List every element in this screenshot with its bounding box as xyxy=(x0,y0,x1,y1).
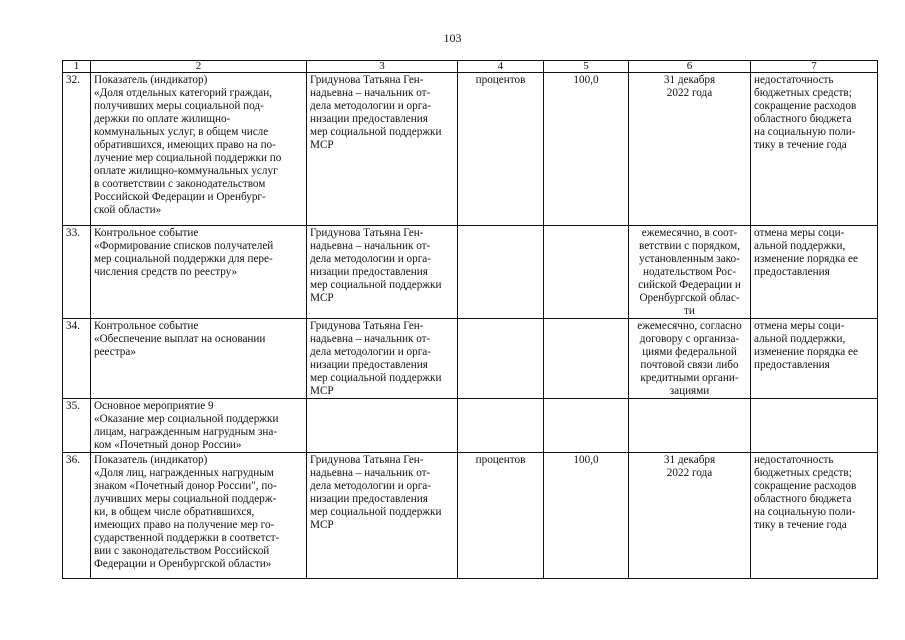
cell-line: 31 декабря xyxy=(663,454,716,466)
cell-line: недостаточность xyxy=(754,74,834,86)
cell-line: держки по оплате жилищно- xyxy=(94,113,231,125)
value-cell xyxy=(544,226,629,319)
cell-line: дела методологии и орга- xyxy=(310,100,431,112)
cell-line: ветствии с порядком, xyxy=(638,240,740,252)
page-number: 103 xyxy=(443,31,462,45)
cell-line: 100,0 xyxy=(573,454,599,466)
cell-line: имеющих право на получение мер го- xyxy=(94,519,275,531)
unit-cell xyxy=(458,73,544,226)
cell-line: ти xyxy=(684,305,695,317)
cell-line: МСР xyxy=(310,519,334,531)
cell-line: МСР xyxy=(310,139,334,151)
cell-line: лучение мер социальной поддержки по xyxy=(94,152,282,164)
header-cell-6: 6 xyxy=(629,61,751,73)
cell-line: вии с законодательством Российской xyxy=(94,545,270,557)
cell-line: низации предоставления xyxy=(310,493,428,505)
cell-line: областного бюджета xyxy=(754,113,852,125)
description-cell xyxy=(91,399,307,453)
cell-line: Оренбургской облас- xyxy=(639,292,740,304)
cell-line: сокращение расходов xyxy=(754,100,857,112)
cell-line: 100,0 xyxy=(573,74,599,86)
table-row xyxy=(63,399,878,453)
cell-line: ком «Почетный донор России» xyxy=(94,439,242,451)
cell-line: процентов xyxy=(475,74,526,86)
cell-line: Основное мероприятие 9 xyxy=(94,400,214,412)
row-number-cell: 35. xyxy=(63,399,91,453)
description-cell xyxy=(91,453,307,579)
cell-line: мер социальной поддержки xyxy=(310,506,442,518)
cell-line: Показатель (индикатор) xyxy=(94,74,208,86)
cell-line: предоставления xyxy=(754,359,830,371)
responsible-cell xyxy=(307,399,458,453)
cell-line: кредитными органи- xyxy=(640,372,739,384)
responsible-cell xyxy=(307,319,458,399)
cell-line: Гридунова Татьяна Ген- xyxy=(310,320,424,332)
cell-line: мер социальной поддержки xyxy=(310,126,442,138)
cell-line: установленным зако- xyxy=(639,253,740,265)
cell-line: Показатель (индикатор) xyxy=(94,454,208,466)
unit-cell xyxy=(458,453,544,579)
cell-line: бюджетных средств; xyxy=(754,87,852,99)
deadline-cell xyxy=(629,319,751,399)
cell-line: МСР xyxy=(310,385,334,397)
cell-line: на социальную поли- xyxy=(754,506,856,518)
responsible-cell xyxy=(307,226,458,319)
table-row xyxy=(63,319,878,399)
cell-line: сийской Федерации и xyxy=(638,279,741,291)
cell-line: областного бюджета xyxy=(754,493,852,505)
cell-line: лицам, награжденным нагрудным зна- xyxy=(94,426,278,438)
cell-line: дела методологии и орга- xyxy=(310,346,431,358)
cell-line: в соответствии с законодательством xyxy=(94,178,266,190)
row-number-cell: 34. xyxy=(63,319,91,399)
cell-line: реестра» xyxy=(94,346,136,358)
cell-line: почтовой связи либо xyxy=(640,359,739,371)
risk-cell xyxy=(751,399,878,453)
cell-line: тику в течение года xyxy=(754,139,847,151)
cell-line: отмена меры соци- xyxy=(754,227,845,239)
cell-line: альной поддержки, xyxy=(754,333,846,345)
cell-line: 2022 года xyxy=(666,87,713,99)
table-row xyxy=(63,73,878,226)
cell-line: сударственной поддержки в соответст- xyxy=(94,532,280,544)
description-cell xyxy=(91,73,307,226)
responsible-cell xyxy=(307,73,458,226)
cell-line: дела методологии и орга- xyxy=(310,253,431,265)
cell-line: Российской Федерации и Оренбург- xyxy=(94,191,266,203)
header-cell-4: 4 xyxy=(458,61,544,73)
cell-line: ской области» xyxy=(94,204,162,216)
cell-line: ки, в общем числе обратившихся, xyxy=(94,506,255,518)
unit-cell xyxy=(458,319,544,399)
responsible-cell xyxy=(307,453,458,579)
description-cell xyxy=(91,226,307,319)
cell-line: лучивших меры социальной поддерж- xyxy=(94,493,277,505)
cell-line: мер социальной поддержки для пере- xyxy=(94,253,273,265)
cell-line: «Обеспечение выплат на основании xyxy=(94,333,266,345)
cell-line: «Доля отдельных категорий граждан, xyxy=(94,87,273,99)
cell-line: альной поддержки, xyxy=(754,240,846,252)
cell-line: Гридунова Татьяна Ген- xyxy=(310,227,424,239)
risk-cell xyxy=(751,73,878,226)
description-cell xyxy=(91,319,307,399)
risk-cell xyxy=(751,226,878,319)
cell-line: изменение порядка ее xyxy=(754,253,858,265)
header-cell-3: 3 xyxy=(307,61,458,73)
header-cell-7: 7 xyxy=(751,61,878,73)
cell-line: циями федеральной xyxy=(642,346,737,358)
header-cell-2: 2 xyxy=(91,61,307,73)
cell-line: «Оказание мер социальной поддержки xyxy=(94,413,279,425)
cell-line: мер социальной поддержки xyxy=(310,279,442,291)
cell-line: мер социальной поддержки xyxy=(310,372,442,384)
cell-line: зациями xyxy=(669,385,710,397)
cell-line: получивших меры социальной под- xyxy=(94,100,264,112)
row-number-cell: 36. xyxy=(63,453,91,579)
cell-line: договору с организа- xyxy=(639,333,740,345)
row-number-cell: 32. xyxy=(63,73,91,226)
cell-line: изменение порядка ее xyxy=(754,346,858,358)
cell-line: надьевна – начальник от- xyxy=(310,467,431,479)
cell-line: на социальную поли- xyxy=(754,126,856,138)
cell-line: 2022 года xyxy=(666,467,713,479)
deadline-cell xyxy=(629,453,751,579)
indicators-table xyxy=(62,60,878,579)
risk-cell xyxy=(751,319,878,399)
cell-line: низации предоставления xyxy=(310,113,428,125)
cell-line: недостаточность xyxy=(754,454,834,466)
cell-line: Федерации и Оренбургской области» xyxy=(94,558,272,570)
cell-line: тику в течение года xyxy=(754,519,847,531)
cell-line: предоставления xyxy=(754,266,830,278)
cell-line: процентов xyxy=(475,454,526,466)
cell-line: числения средств по реестру» xyxy=(94,266,238,278)
cell-line: надьевна – начальник от- xyxy=(310,240,431,252)
cell-line: ежемесячно, согласно xyxy=(637,320,742,332)
cell-line: сокращение расходов xyxy=(754,480,857,492)
cell-line: надьевна – начальник от- xyxy=(310,333,431,345)
cell-line: знаком «Почетный донор России", по- xyxy=(94,480,277,492)
risk-cell xyxy=(751,453,878,579)
cell-line: «Формирование списков получателей xyxy=(94,240,274,252)
table-row xyxy=(63,453,878,579)
row-number-cell: 33. xyxy=(63,226,91,319)
cell-line: надьевна – начальник от- xyxy=(310,87,431,99)
cell-line: МСР xyxy=(310,292,334,304)
cell-line: коммунальных услуг, в общем числе xyxy=(94,126,269,138)
deadline-cell xyxy=(629,73,751,226)
cell-line: Гридунова Татьяна Ген- xyxy=(310,454,424,466)
cell-line: 31 декабря xyxy=(663,74,716,86)
unit-cell xyxy=(458,226,544,319)
value-cell xyxy=(544,453,629,579)
cell-line: дела методологии и орга- xyxy=(310,480,431,492)
cell-line: обратившихся, имеющих право на по- xyxy=(94,139,276,151)
cell-line: «Доля лиц, награжденных нагрудным xyxy=(94,467,274,479)
unit-cell xyxy=(458,399,544,453)
value-cell xyxy=(544,399,629,453)
cell-line: низации предоставления xyxy=(310,266,428,278)
value-cell xyxy=(544,319,629,399)
header-row xyxy=(63,61,878,73)
cell-line: оплате жилищно-коммунальных услуг xyxy=(94,165,278,177)
value-cell xyxy=(544,73,629,226)
cell-line: бюджетных средств; xyxy=(754,467,852,479)
cell-line: Гридунова Татьяна Ген- xyxy=(310,74,424,86)
cell-line: Контрольное событие xyxy=(94,227,199,239)
cell-line: отмена меры соци- xyxy=(754,320,845,332)
deadline-cell xyxy=(629,399,751,453)
cell-line: ежемесячно, в соот- xyxy=(641,227,738,239)
header-cell-1: 1 xyxy=(63,61,91,73)
cell-line: Контрольное событие xyxy=(94,320,199,332)
cell-line: нодательством Рос- xyxy=(643,266,736,278)
cell-line: низации предоставления xyxy=(310,359,428,371)
table-row xyxy=(63,226,878,319)
header-cell-5: 5 xyxy=(544,61,629,73)
deadline-cell xyxy=(629,226,751,319)
